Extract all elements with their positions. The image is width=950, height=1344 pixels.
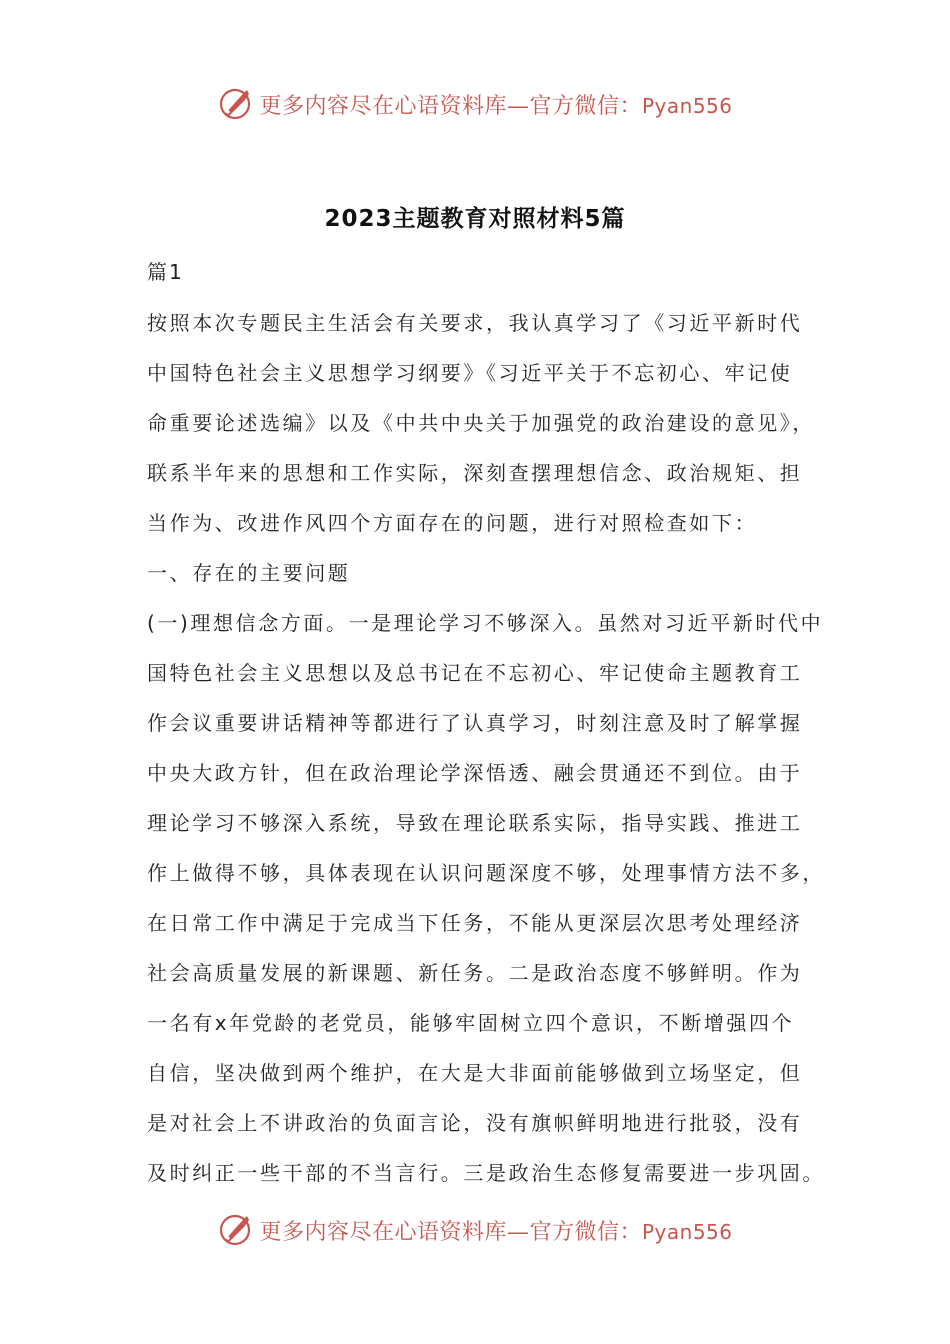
- pen-nib-logo-icon: [217, 86, 253, 122]
- body-line: 在日常工作中满足于完成当下任务，不能从更深层次思考处理经济: [147, 911, 803, 935]
- document-body: [147, 298, 827, 1198]
- body-line: 作会议重要讲话精神等都进行了认真学习，时刻注意及时了解掌握: [147, 711, 803, 735]
- body-line: 一名有x年党龄的老党员，能够牢固树立四个意识，不断增强四个: [147, 1011, 795, 1035]
- body-line: 是对社会上不讲政治的负面言论，没有旗帜鲜明地进行批驳，没有: [147, 1111, 803, 1135]
- body-line: 中央大政方针，但在政治理论学深悟透、融会贯通还不到位。由于: [147, 761, 803, 785]
- pen-nib-logo-icon: [217, 1212, 253, 1248]
- watermark-text: 更多内容尽在心语资料库—官方微信：Pyan556: [259, 93, 733, 119]
- header-watermark-banner: [0, 84, 950, 124]
- body-line: 作上做得不够，具体表现在认识问题深度不够，处理事情方法不多，: [147, 861, 825, 885]
- footer-watermark-banner: [0, 1210, 950, 1250]
- body-line: (一)理想信念方面。一是理论学习不够深入。虽然对习近平新时代中: [147, 611, 824, 635]
- body-line: 理论学习不够深入系统，导致在理论联系实际，指导实践、推进工: [147, 811, 803, 835]
- body-line: 命重要论述选编》以及《中共中央关于加强党的政治建设的意见》，: [147, 411, 815, 435]
- body-line: 及时纠正一些干部的不当言行。三是政治生态修复需要进一步巩固。: [147, 1161, 825, 1185]
- document-title: 2023主题教育对照材料5篇: [324, 206, 626, 232]
- watermark-text: 更多内容尽在心语资料库—官方微信：Pyan556: [259, 1219, 733, 1245]
- section-label: 篇1: [147, 260, 184, 284]
- body-line: 自信，坚决做到两个维护，在大是大非面前能够做到立场坚定，但: [147, 1061, 803, 1085]
- body-line: 联系半年来的思想和工作实际，深刻查摆理想信念、政治规矩、担: [147, 461, 803, 485]
- body-line: 按照本次专题民主生活会有关要求，我认真学习了《习近平新时代: [147, 311, 803, 335]
- body-line: 当作为、改进作风四个方面存在的问题，进行对照检查如下：: [147, 511, 758, 535]
- body-line: 中国特色社会主义思想学习纲要》《习近平关于不忘初心、牢记使: [147, 361, 793, 385]
- body-line: 国特色社会主义思想以及总书记在不忘初心、牢记使命主题教育工: [147, 661, 803, 685]
- section-heading: 一、存在的主要问题: [147, 561, 351, 585]
- body-line: 社会高质量发展的新课题、新任务。二是政治态度不够鲜明。作为: [147, 961, 803, 985]
